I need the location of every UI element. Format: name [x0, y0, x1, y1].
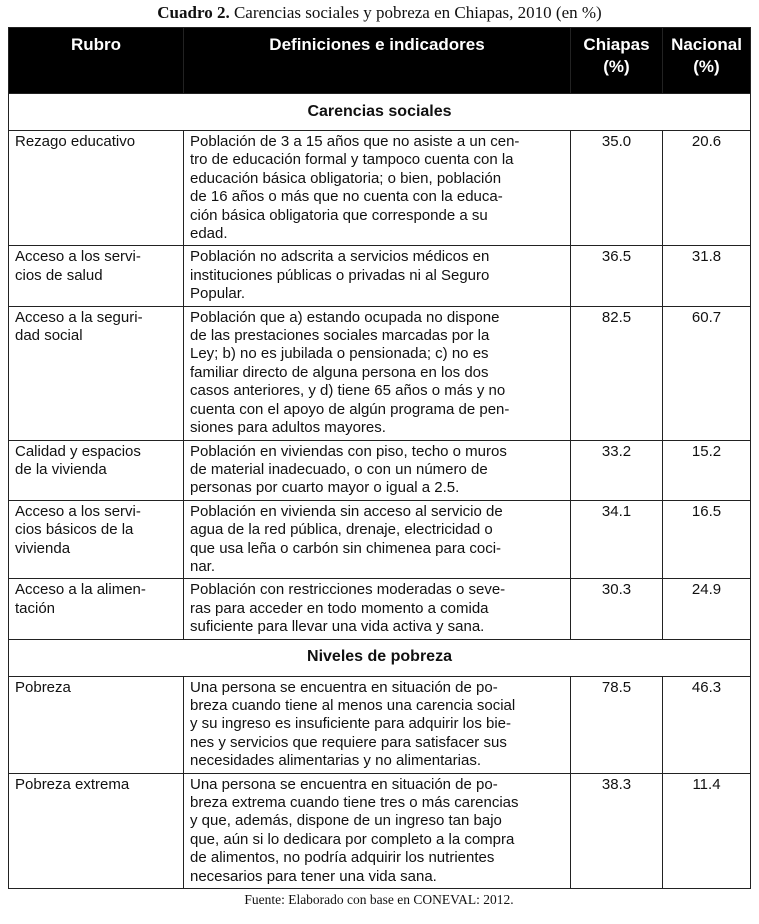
header-rubro: Rubro: [9, 28, 184, 94]
section-row: [9, 639, 751, 676]
chiapas-value: 82.5: [571, 306, 663, 440]
caption-number: Cuadro 2.: [157, 3, 230, 22]
definition-cell: Población no adscrita a servicios médicos en instituciones públicas o privadas ni al Seguro Popular.: [184, 246, 571, 306]
chiapas-value: 35.0: [571, 131, 663, 246]
header-definiciones: Definiciones e indicadores: [184, 28, 571, 94]
rubro-cell: Acceso a la seguri- dad social: [9, 306, 184, 440]
definition-cell: Una persona se encuentra en situación de po- breza extrema cuando tiene tres o más carencias y que, además, dispone de un ingreso tan bajo que, aún si lo dedicara por completo a la compra de alimentos, no podría adquirir los nutrientes necesarios para tener una vida sana.: [184, 773, 571, 888]
chiapas-value: 36.5: [571, 246, 663, 306]
rubro-cell: Acceso a los servi- cios de salud: [9, 246, 184, 306]
definition-cell: Población en viviendas con piso, techo o muros de material inadecuado, o con un número de personas por cuarto mayor o igual a 2.5.: [184, 440, 571, 500]
table-row: [9, 500, 751, 579]
rubro-cell: Acceso a la alimen- tación: [9, 579, 184, 639]
nacional-value: 31.8: [663, 246, 751, 306]
rubro-cell: Rezago educativo: [9, 131, 184, 246]
caption-text: Carencias sociales y pobreza en Chiapas, 2010 (en %): [229, 3, 602, 22]
chiapas-value: 33.2: [571, 440, 663, 500]
source-note: Fuente: Elaborado con base en CONEVAL: 2012.: [244, 892, 514, 908]
chiapas-value: 30.3: [571, 579, 663, 639]
section-label: Niveles de pobreza: [9, 639, 751, 676]
table-caption: [0, 3, 759, 23]
rubro-cell: Acceso a los servi- cios básicos de la vivienda: [9, 500, 184, 579]
definition-cell: Población de 3 a 15 años que no asiste a un cen- tro de educación formal y tampoco cuenta con la educación básica obligatoria; o bien, población de 16 años o más que no cuenta con la educa- ción básica obligatoria que corresponde a su edad.: [184, 131, 571, 246]
nacional-value: 24.9: [663, 579, 751, 639]
table-row: [9, 306, 751, 440]
definition-cell: Población con restricciones moderadas o seve- ras para acceder en todo momento a comida suficiente para llevar una vida activa y sana.: [184, 579, 571, 639]
nacional-value: 46.3: [663, 676, 751, 773]
nacional-value: 60.7: [663, 306, 751, 440]
table-row: [9, 676, 751, 773]
nacional-value: 15.2: [663, 440, 751, 500]
table-row: [9, 773, 751, 888]
header-row: [9, 28, 751, 94]
section-label: Carencias sociales: [9, 94, 751, 131]
chiapas-value: 78.5: [571, 676, 663, 773]
rubro-cell: Pobreza: [9, 676, 184, 773]
rubro-cell: Calidad y espacios de la vivienda: [9, 440, 184, 500]
table-row: [9, 131, 751, 246]
chiapas-value: 34.1: [571, 500, 663, 579]
definition-cell: Población en vivienda sin acceso al servicio de agua de la red pública, drenaje, electricidad o que usa leña o carbón sin chimenea para coci- nar.: [184, 500, 571, 579]
section-row: [9, 94, 751, 131]
definition-cell: Población que a) estando ocupada no dispone de las prestaciones sociales marcadas por la Ley; b) no es jubilada o pensionada; c) no es familiar directo de alguna persona en los dos casos anteriores, y d) tiene 65 años o más y no cuenta con el apoyo de algún programa de pen- siones para adultos mayores.: [184, 306, 571, 440]
header-chiapas: Chiapas (%): [571, 28, 663, 94]
table-row: [9, 246, 751, 306]
table-container: [8, 27, 750, 908]
poverty-table: [8, 27, 751, 889]
nacional-value: 20.6: [663, 131, 751, 246]
chiapas-value: 38.3: [571, 773, 663, 888]
nacional-value: 11.4: [663, 773, 751, 888]
definition-cell: Una persona se encuentra en situación de po- breza cuando tiene al menos una carencia social y su ingreso es insuficiente para adquirir los bie- nes y servicios que requiere para satisfacer sus necesidades alimentarias y no alimentarias.: [184, 676, 571, 773]
header-nacional: Nacional (%): [663, 28, 751, 94]
table-row: [9, 579, 751, 639]
rubro-cell: Pobreza extrema: [9, 773, 184, 888]
table-row: [9, 440, 751, 500]
nacional-value: 16.5: [663, 500, 751, 579]
